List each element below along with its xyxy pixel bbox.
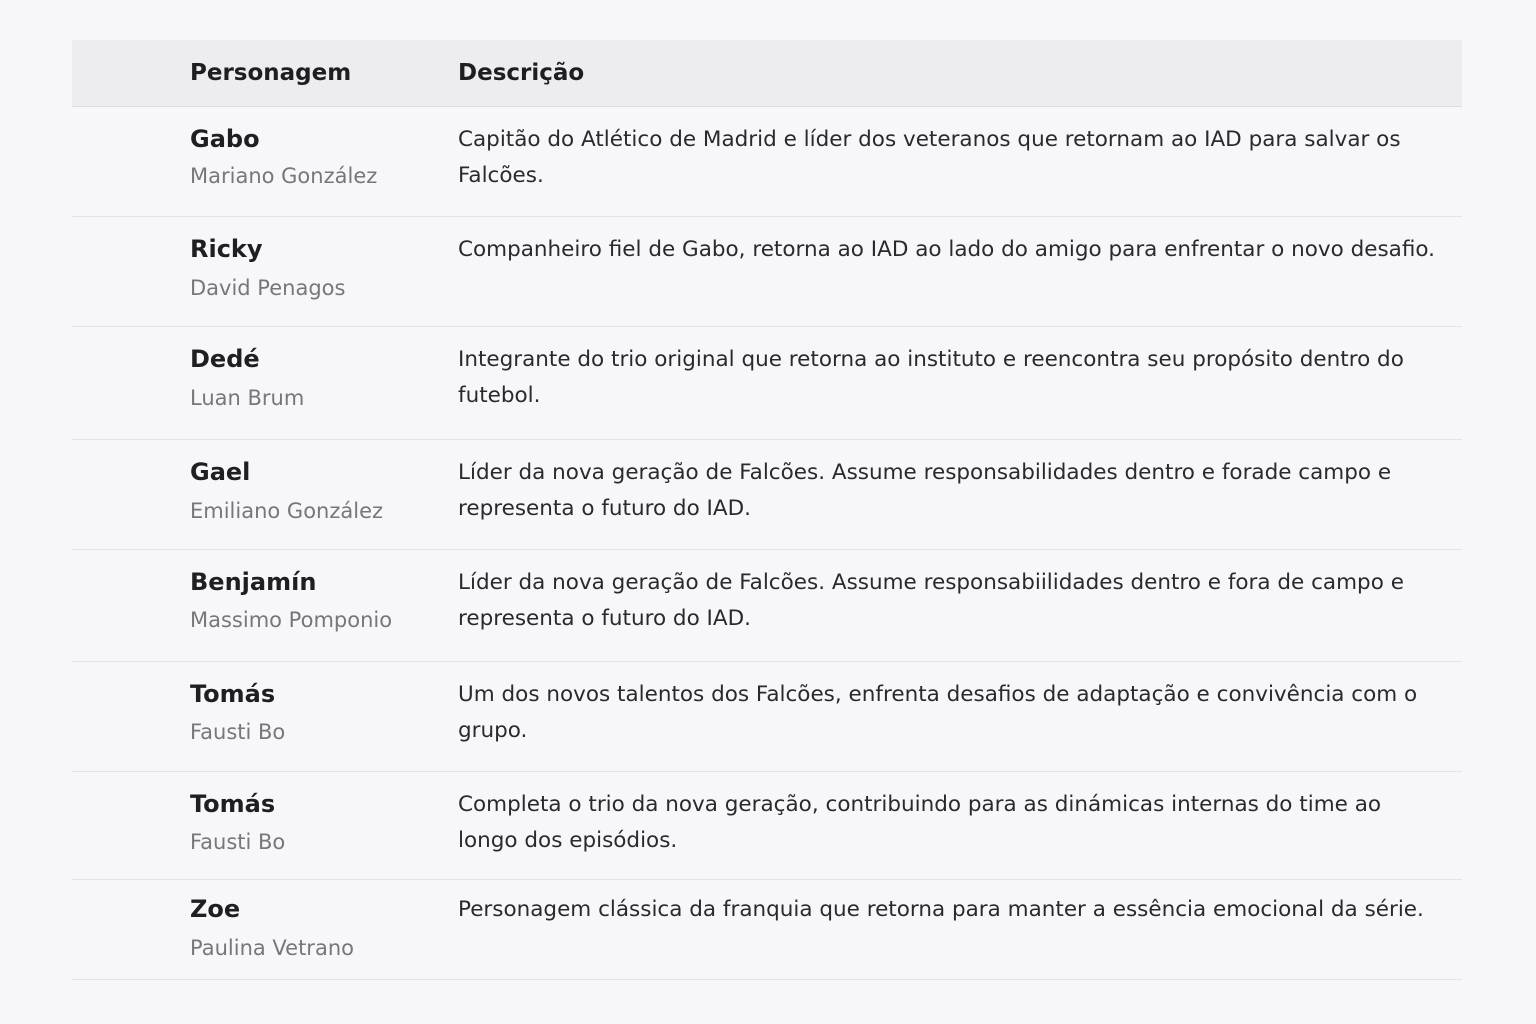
table-row [72, 440, 1462, 550]
table-row [72, 107, 1462, 217]
table-header [72, 40, 1462, 107]
actor-name: Luan Brum [190, 386, 305, 410]
character-name: Gael [190, 458, 251, 486]
header-character: Personagem [190, 60, 352, 86]
table-row [72, 880, 1462, 980]
table-row [72, 662, 1462, 772]
character-description: Completa o trio da nova geração, contribuindo para as dinámicas internas do time ao longo dos episódios. [458, 792, 1382, 853]
character-description: Um dos novos talentos dos Falcões, enfrenta desafios de adaptação e convivência com o grupo. [458, 682, 1418, 743]
character-description: Personagem clássica da franquia que retorna para manter a essência emocional da série. [458, 897, 1424, 922]
character-name: Dedé [190, 345, 260, 373]
character-description: Líder da nova geração de Falcões. Assume responsabiilidades dentro e fora de campo e representa o futuro do IAD. [458, 570, 1404, 631]
character-name: Benjamín [190, 568, 317, 596]
table-row [72, 217, 1462, 327]
cast-table [72, 40, 1462, 980]
actor-name: David Penagos [190, 276, 346, 300]
header-description: Descrição [458, 60, 585, 86]
actor-name: Paulina Vetrano [190, 936, 354, 960]
character-description: Líder da nova geração de Falcões. Assume responsabilidades dentro e forade campo e representa o futuro do IAD. [458, 460, 1392, 521]
character-description: Integrante do trio original que retorna ao instituto e reencontra seu propósito dentro do futebol. [458, 347, 1404, 408]
character-name: Zoe [190, 895, 241, 923]
character-name: Ricky [190, 235, 263, 263]
actor-name: Emiliano González [190, 499, 384, 523]
actor-name: Fausti Bo [190, 830, 286, 854]
actor-name: Massimo Pomponio [190, 608, 393, 632]
table-row [72, 772, 1462, 880]
table-row [72, 550, 1462, 662]
character-name: Gabo [190, 125, 260, 153]
table-row [72, 327, 1462, 440]
actor-name: Fausti Bo [190, 720, 286, 744]
character-description: Capitão do Atlético de Madrid e líder dos veteranos que retornam ao IAD para salvar os Falcões. [458, 127, 1401, 188]
character-name: Tomás [190, 790, 276, 818]
actor-name: Mariano González [190, 164, 378, 188]
character-name: Tomás [190, 680, 276, 708]
character-description: Companheiro fiel de Gabo, retorna ao IAD ao lado do amigo para enfrentar o novo desafio. [458, 237, 1436, 262]
